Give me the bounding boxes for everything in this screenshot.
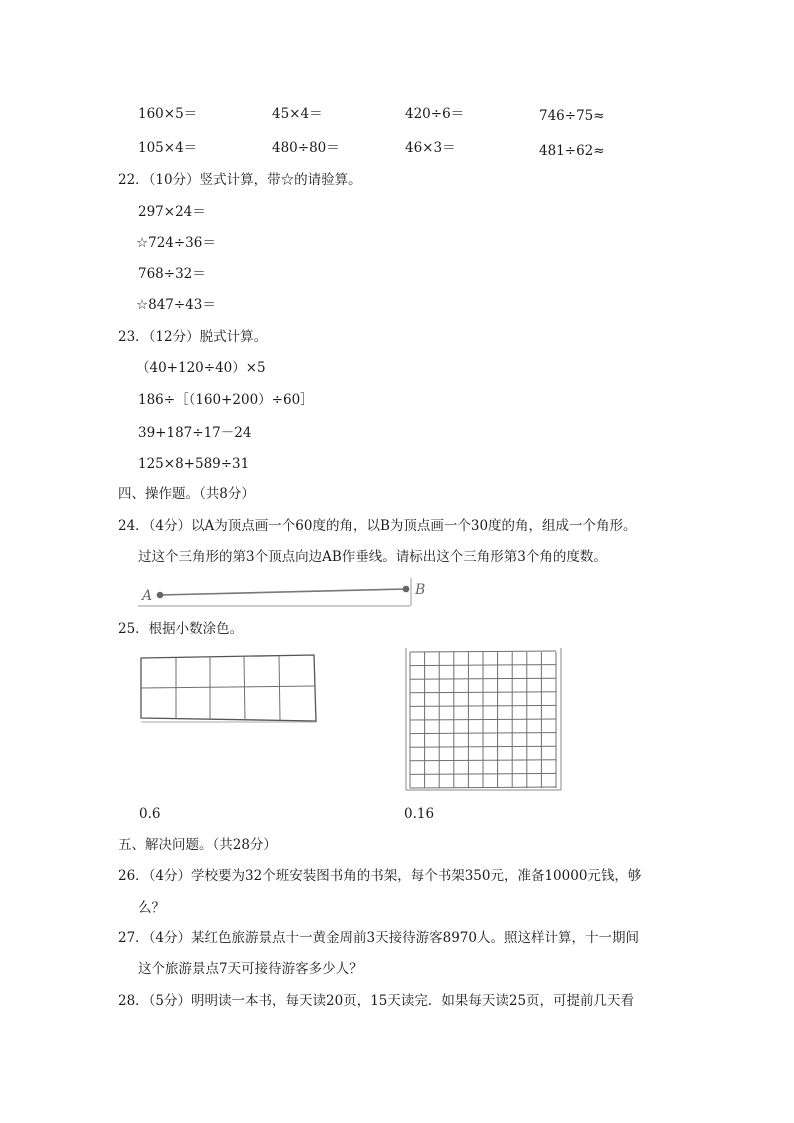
tenths-grid-vline-3 — [244, 657, 245, 720]
oral-calc-6: 480÷80＝ — [272, 140, 340, 156]
q22-item-3: 768÷32＝ — [138, 266, 206, 282]
point-a-dot — [157, 592, 164, 599]
point-b-label: B — [415, 582, 426, 598]
q23-item-3: 39+187÷17－24 — [138, 425, 252, 441]
q22-item-2: ☆724÷36＝ — [136, 235, 216, 251]
q23-item-2: 186÷［（160+200）÷60］ — [138, 392, 314, 408]
oral-calc-2: 45×4＝ — [272, 106, 323, 122]
tenths-grid[interactable] — [136, 652, 320, 724]
q26-line-2: 么？ — [138, 900, 165, 916]
section-5-title: 五、解决问题。（共28分） — [118, 837, 277, 853]
oral-calc-3: 420÷6＝ — [405, 106, 465, 122]
q25-title: 25．根据小数涂色。 — [118, 621, 244, 637]
q22-item-4: ☆847÷43＝ — [136, 297, 216, 313]
q23-item-4: 125×8+589÷31 — [138, 456, 250, 472]
point-a-label: A — [142, 588, 153, 604]
q24-line-2: 过这个三角形的第3个顶点向边AB作垂线。请标出这个三角形第3个角的度数。 — [138, 549, 607, 565]
oral-calc-8: 481÷62≈ — [539, 143, 605, 159]
q24-line-1: 24．（4分）以A为顶点画一个60度的角，以B为顶点画一个30度的角，组成一个角形。 — [118, 518, 637, 534]
q22-item-1: 297×24＝ — [138, 204, 206, 220]
section-4-title: 四、操作题。（共8分） — [118, 486, 255, 502]
q22-title: 22．（10分）竖式计算，带☆的请验算。 — [118, 172, 362, 188]
hundredths-grid-hline — [410, 651, 556, 652]
tenths-grid-hline — [141, 686, 315, 688]
oral-calc-4: 746÷75≈ — [539, 108, 605, 124]
oral-calc-7: 46×3＝ — [405, 140, 456, 156]
hundredths-grid[interactable] — [404, 648, 564, 792]
segment-ab — [160, 589, 406, 595]
q23-title: 23．（12分）脱式计算。 — [118, 329, 268, 345]
oral-calc-5: 105×4＝ — [138, 140, 198, 156]
q25-right-label: 0.16 — [404, 806, 435, 822]
q27-line-1: 27．（4分）某红色旅游景点十一黄金周前3天接待游客8970人。照这样计算，十一期间 — [118, 930, 639, 946]
q28-line-1: 28．（5分）明明读一本书，每天读20页，15天读完．如果每天读25页，可提前几天看 — [118, 993, 635, 1009]
q25-left-label: 0.6 — [139, 806, 161, 822]
oral-calc-1: 160×5＝ — [138, 106, 198, 122]
q26-line-1: 26．（4分）学校要为32个班安装图书角的书架，每个书架350元，准备10000元钱，够 — [118, 868, 642, 884]
q27-line-2: 这个旅游景点7天可接待游客多少人？ — [138, 961, 363, 977]
q23-item-1: （40+120÷40）×5 — [136, 360, 266, 376]
segment-ab-figure — [136, 578, 432, 608]
point-b-dot — [403, 586, 410, 593]
tenths-grid-vline-4 — [279, 656, 280, 720]
